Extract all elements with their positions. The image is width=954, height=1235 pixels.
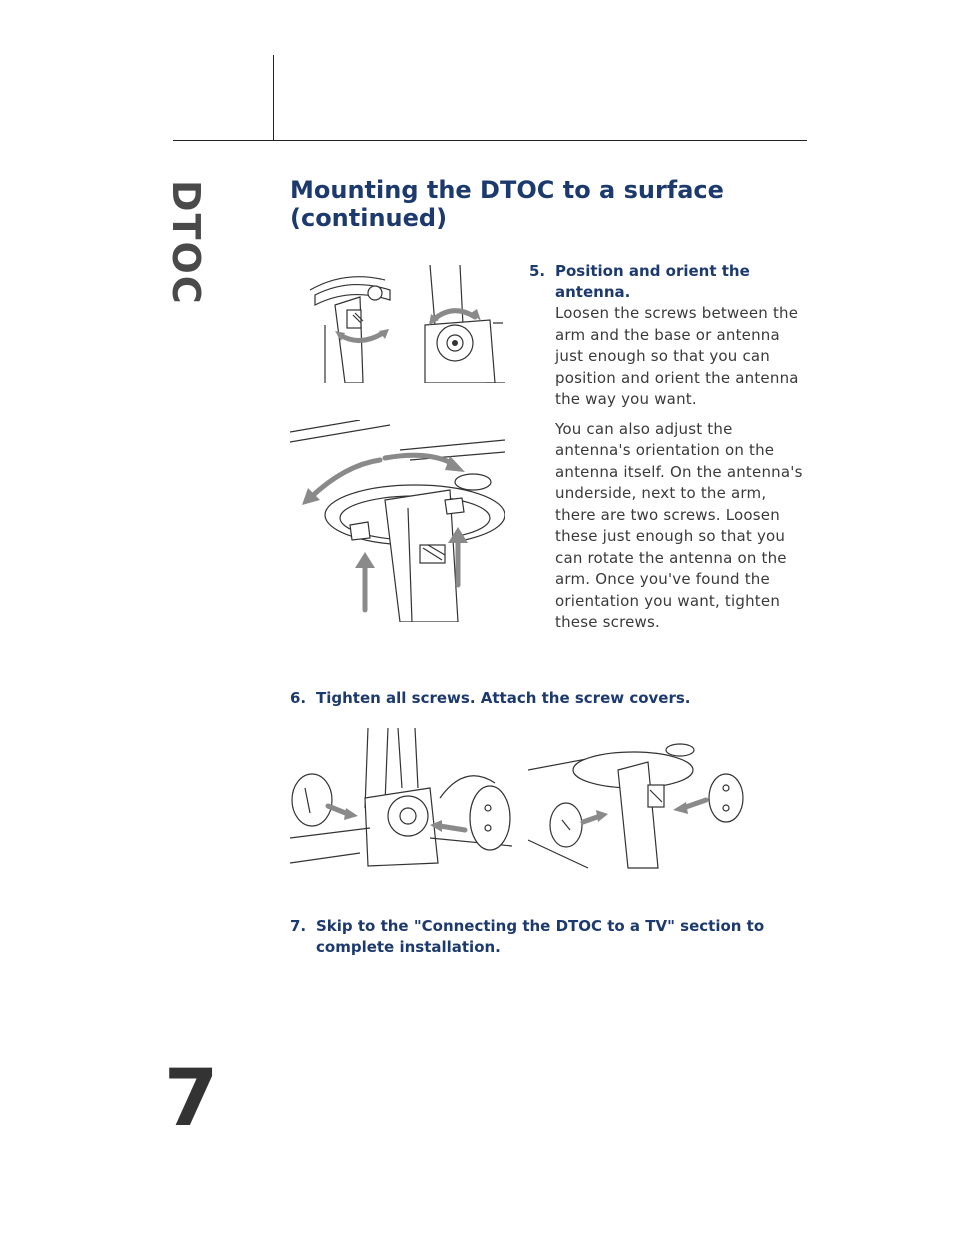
step-6-number: 6. [290,689,307,707]
step-5-body [555,303,807,642]
step-5-title: Position and orient the antenna. [555,262,750,301]
step-7-title: Skip to the "Connecting the DTOC to a TV" section to complete installation. [316,917,765,956]
step-5-paragraph-1: Loosen the screws between the arm and the base or antenna just enough so that you can position and orient the antenna the way you want. [555,304,799,408]
step-7-heading [290,916,815,960]
illustration-screw-covers-antenna [528,740,750,870]
step-7-number: 7. [290,917,307,935]
insert-arrow-icon [440,826,465,830]
step-5-paragraph-2: You can also adjust the antenna's orientation on the antenna itself. On the antenna's underside, next to the arm, there are two screws. Loosen these just enough so that you can rotate the antenna on the arm. Once you've found the orientation you want, tighten these screws. [555,419,803,631]
page-title: Mounting the DTOC to a surface (continued) [290,176,724,232]
rotate-arrows-icon [433,311,475,320]
page-number: 7 [164,1054,219,1144]
illustration-antenna-underside [290,420,505,622]
section-side-label: DTOC [164,180,208,306]
illustration-base-pivot [305,265,405,383]
step-6-title: Tighten all screws. Attach the screw covers. [316,689,691,707]
header-vertical-rule [273,55,274,141]
step-5-number: 5. [529,262,546,280]
illustration-arm-pivot [415,265,505,383]
header-horizontal-rule [173,140,807,141]
illustration-screw-covers-base [290,728,512,870]
